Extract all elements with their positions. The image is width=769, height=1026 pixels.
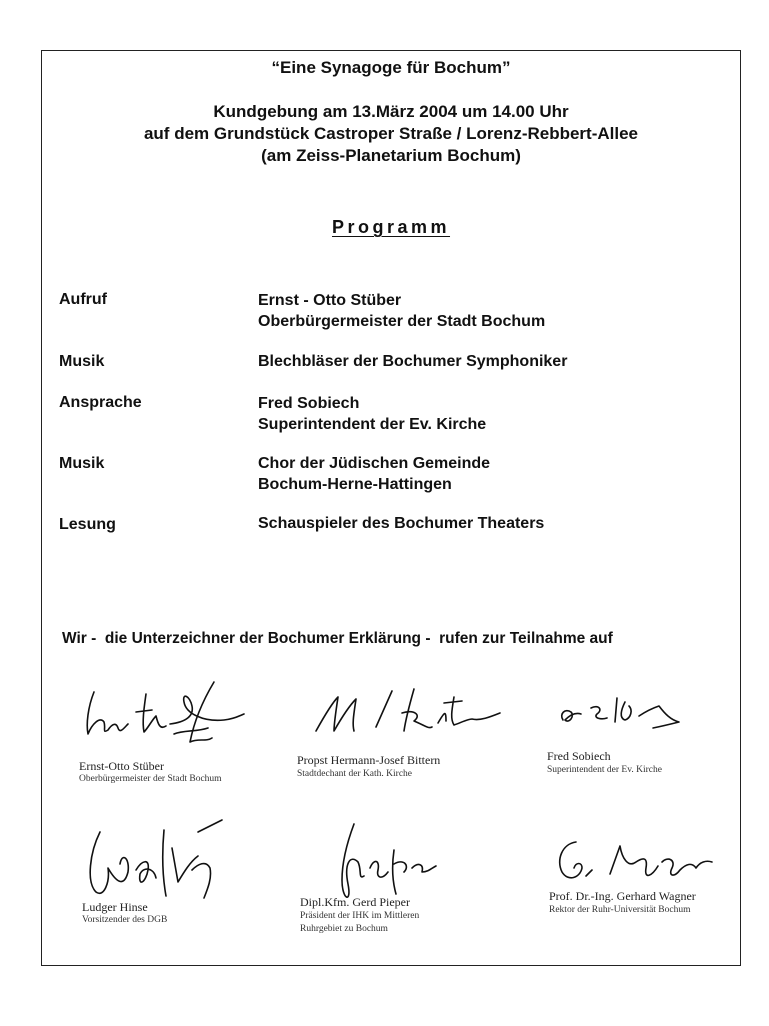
- program-item-description: [258, 393, 486, 435]
- event-location-line: auf dem Grundstück Castroper Straße / Lorenz-Rebbert-Allee: [143, 124, 639, 143]
- program-item-line: Chor der Jüdischen Gemeinde: [258, 455, 491, 472]
- signatory-role: Ruhrgebiet zu Bochum: [300, 924, 388, 934]
- program-item-description: [258, 290, 545, 332]
- signatory-role: Präsident der IHK im Mittleren: [300, 911, 420, 921]
- event-date-line: Kundgebung am 13.März 2004 um 14.00 Uhr: [213, 102, 569, 121]
- program-item-description: [258, 351, 567, 372]
- event-details: [41, 101, 741, 167]
- signature-wagner: [548, 832, 718, 892]
- signatory-role: Superintendent der Ev. Kirche: [547, 765, 662, 775]
- signature-hinse: [80, 812, 230, 912]
- signatory-role: Stadtdechant der Kath. Kirche: [297, 769, 413, 779]
- program-item-label: Lesung: [59, 516, 116, 533]
- program-item-description: [258, 453, 490, 495]
- signatory-name: Fred Sobiech: [547, 749, 611, 763]
- program-item-line: Bochum-Herne-Hattingen: [258, 476, 452, 493]
- signature-sobiech: [555, 690, 685, 735]
- program-item-line: Blechbläser der Bochumer Symphoniker: [258, 353, 568, 370]
- program-item-line: Schauspieler des Bochumer Theaters: [258, 515, 545, 532]
- event-landmark-line: (am Zeiss-Planetarium Bochum): [261, 146, 521, 165]
- program-item-line: Superintendent der Ev. Kirche: [258, 416, 487, 433]
- program-item-line: Oberbürgermeister der Stadt Bochum: [258, 313, 546, 330]
- signature-bittern: [310, 683, 510, 743]
- signatory-name: Ernst-Otto Stüber: [79, 759, 164, 773]
- program-item-label: Ansprache: [59, 394, 142, 411]
- program-heading: Programm: [331, 217, 451, 237]
- signatory-name: Dipl.Kfm. Gerd Pieper: [300, 895, 410, 909]
- signatory-role: Oberbürgermeister der Stadt Bochum: [79, 774, 222, 784]
- program-item-label: Aufruf: [59, 291, 107, 308]
- signatory-role: Vorsitzender des DGB: [82, 915, 168, 925]
- program-item-description: [258, 513, 544, 534]
- document-title: “Eine Synagoge für Bochum”: [271, 58, 511, 77]
- program-item-line: Ernst - Otto Stüber: [258, 292, 402, 309]
- signature-stueber: [74, 672, 249, 760]
- signatory-name: Ludger Hinse: [82, 900, 148, 914]
- appeal-text: Wir - die Unterzeichner der Bochumer Erklärung - rufen zur Teilnahme auf: [62, 630, 613, 647]
- program-item-label: Musik: [59, 353, 105, 370]
- signatory-name: Propst Hermann-Josef Bittern: [297, 753, 441, 767]
- signatory-name: Prof. Dr.-Ing. Gerhard Wagner: [549, 889, 696, 903]
- program-item-line: Fred Sobiech: [258, 395, 360, 412]
- program-item-label: Musik: [59, 455, 105, 472]
- signatory-role: Rektor der Ruhr-Universität Bochum: [549, 905, 691, 915]
